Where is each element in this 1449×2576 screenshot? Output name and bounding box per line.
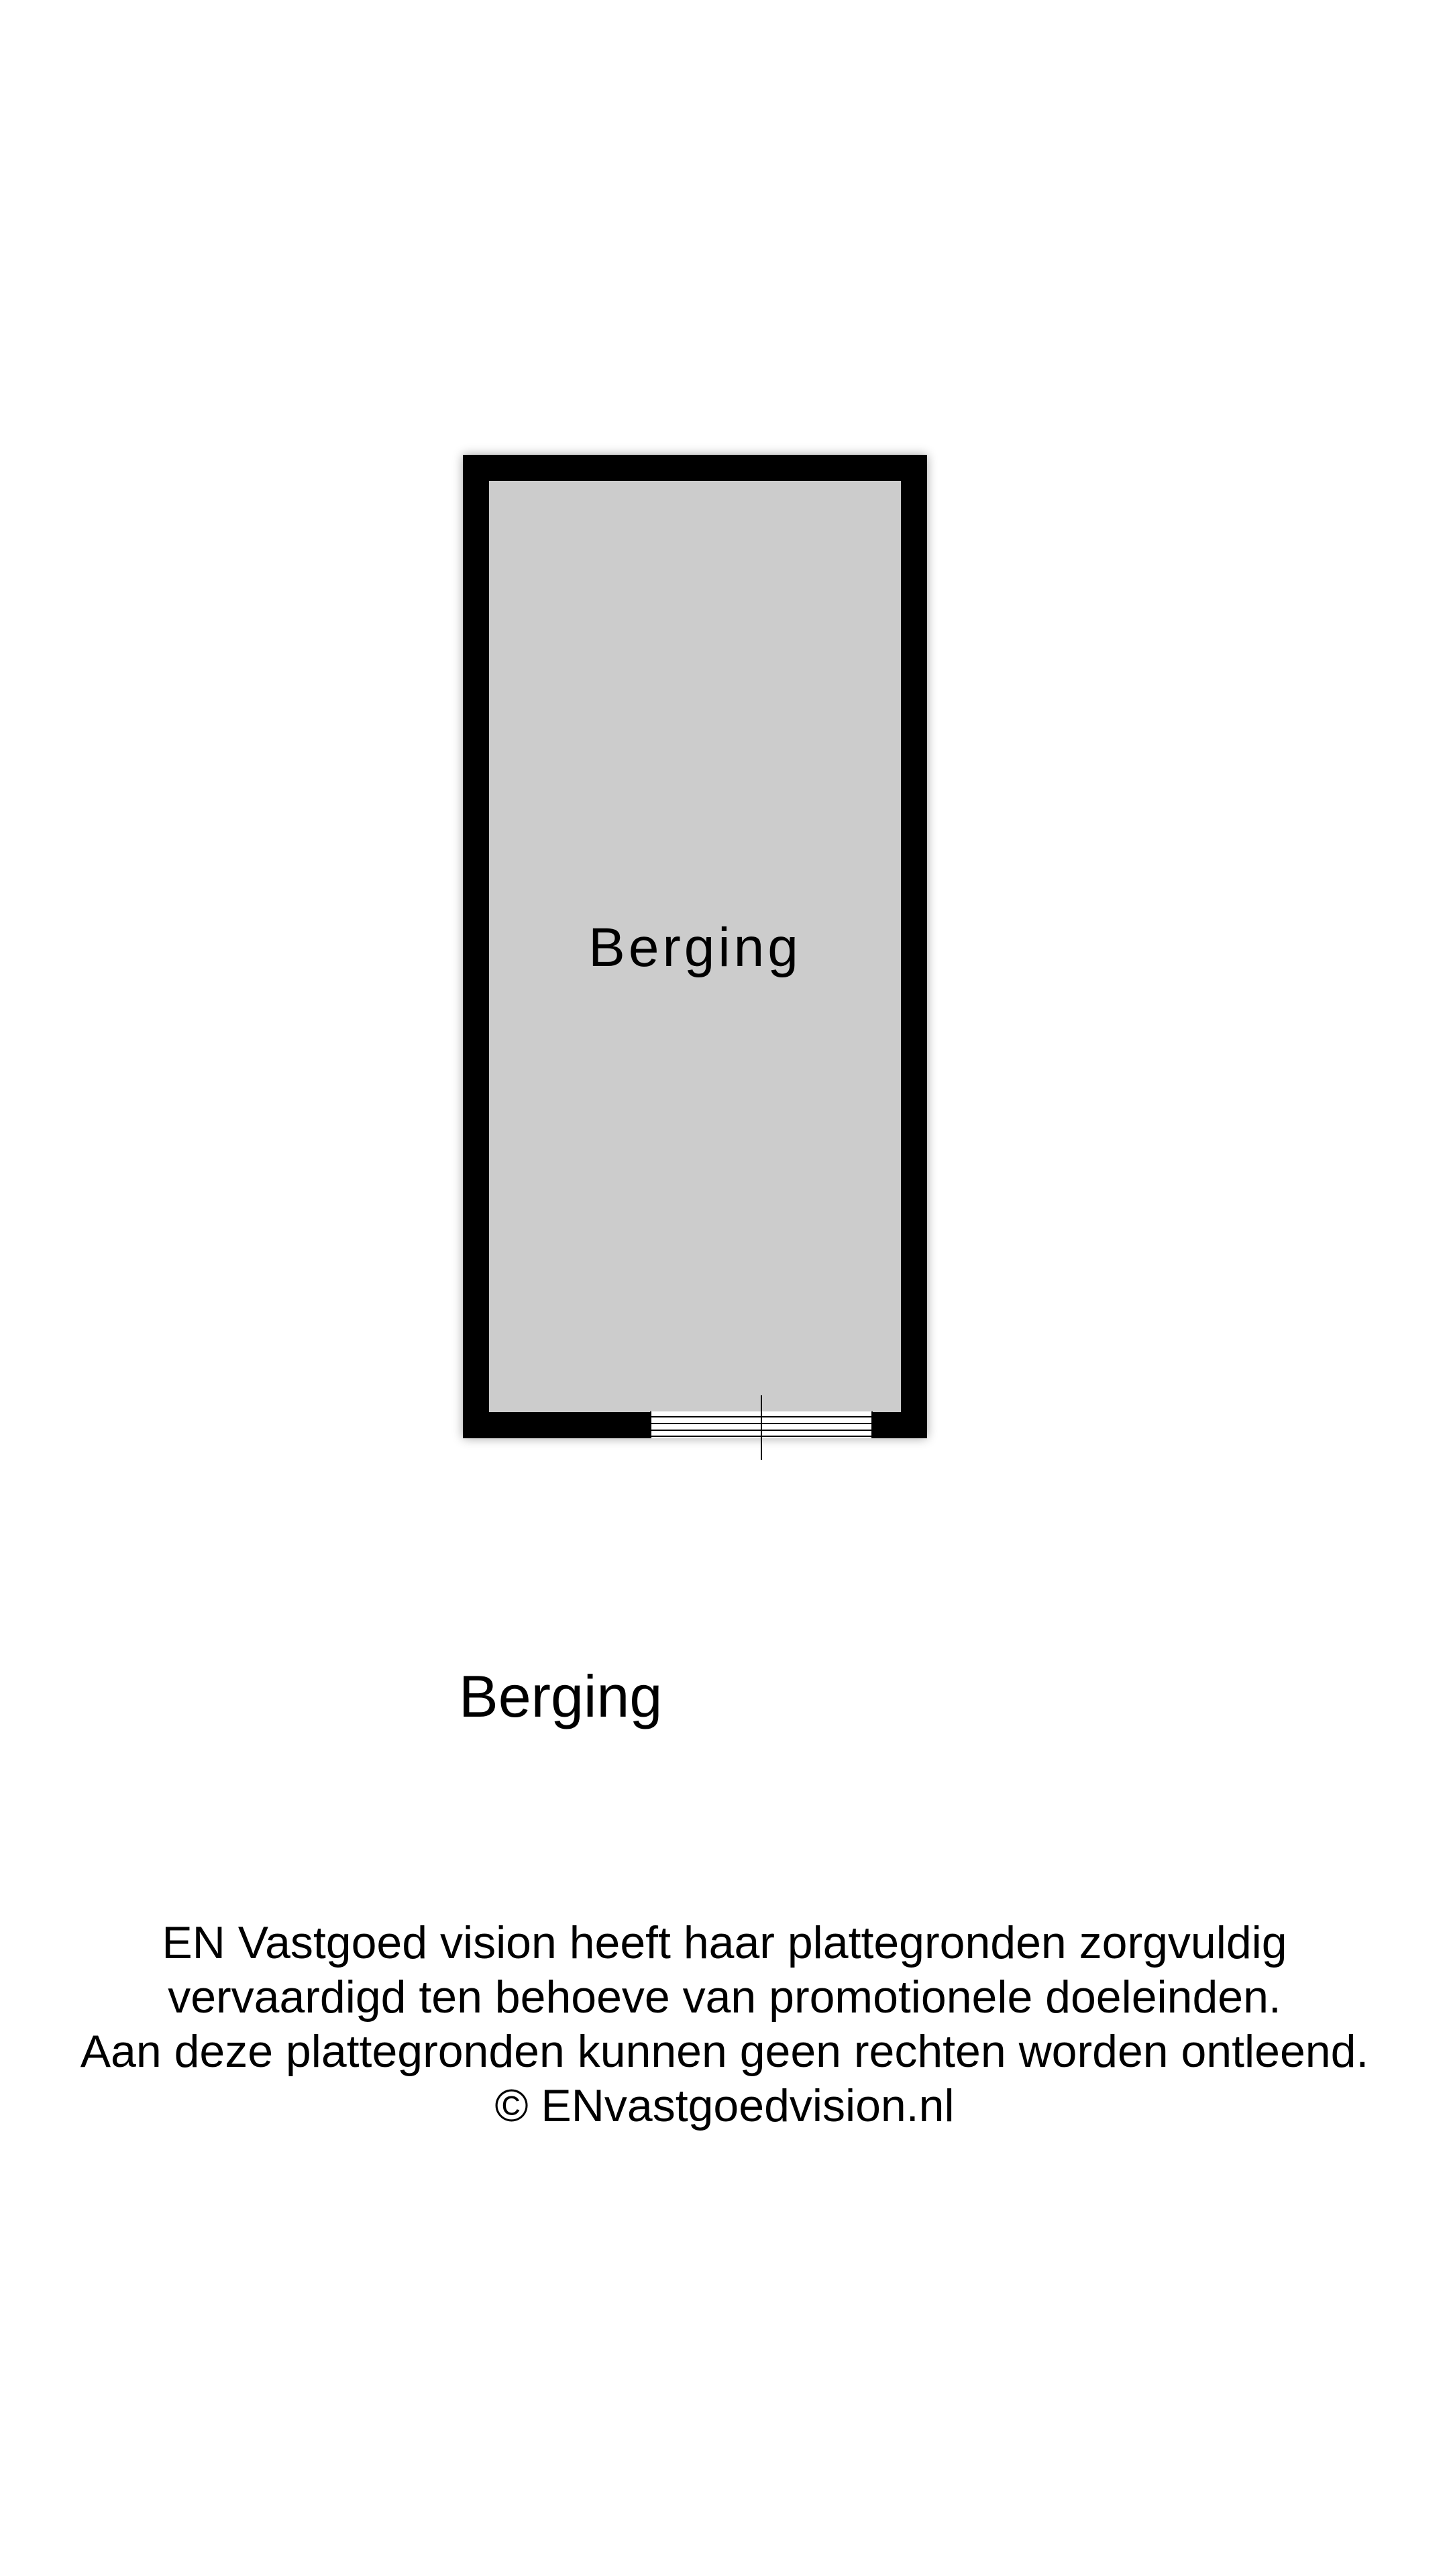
disclaimer-line-1: EN Vastgoed vision heeft haar plattegronden zorgvuldig — [162, 1917, 1287, 1968]
disclaimer-line-4: © ENvastgoedvision.nl — [494, 2080, 955, 2131]
disclaimer-line-3: Aan deze plattegronden kunnen geen rechten worden ontleend. — [80, 2026, 1369, 2077]
floor-title: Berging — [459, 1663, 663, 1729]
room-label: Berging — [588, 917, 802, 978]
disclaimer — [0, 1916, 1449, 2133]
disclaimer-line-2: vervaardigd ten behoeve van promotionele doeleinden. — [168, 1972, 1281, 2023]
